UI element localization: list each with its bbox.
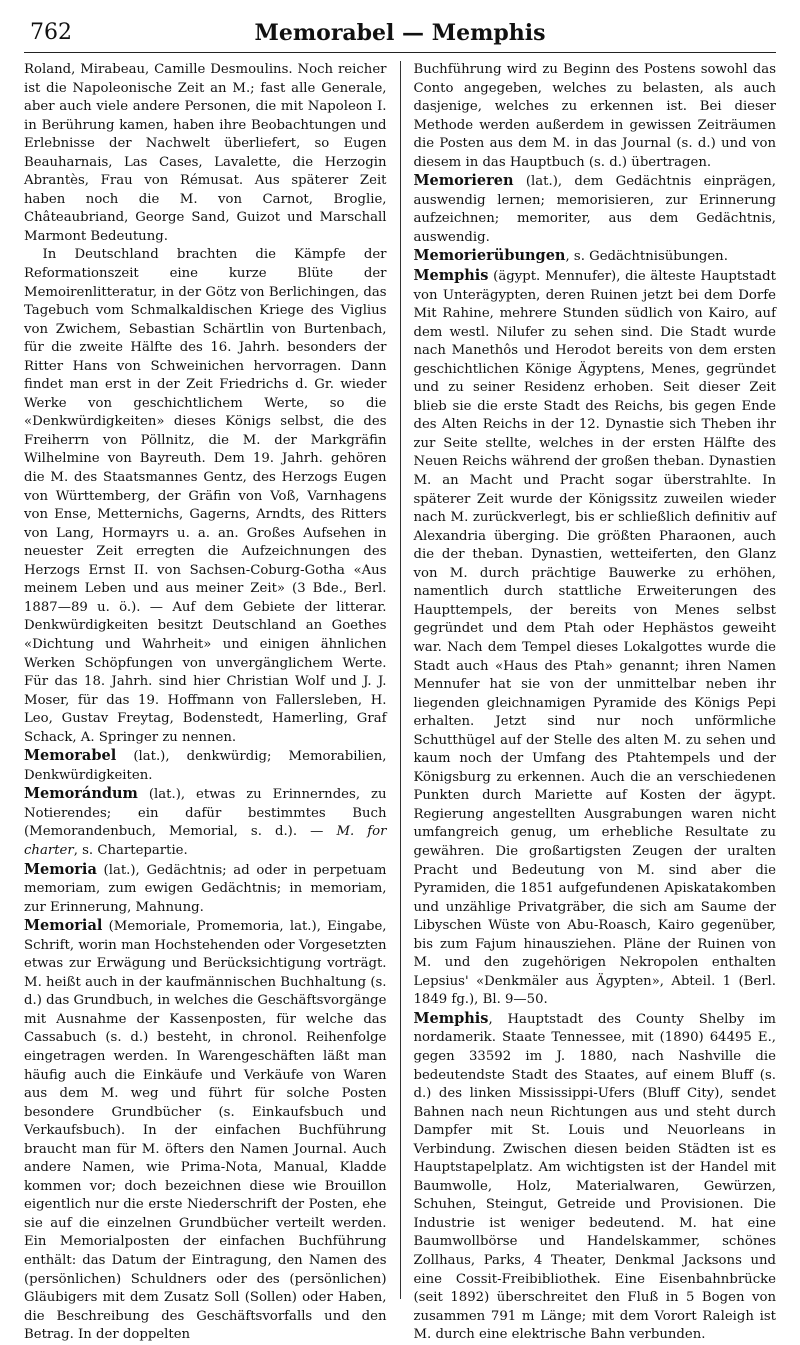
paragraph-germany: In Deutschland brachten die Kämpfe der Reformationszeit eine kurze Blüte der Memoirenlitteratur, in der Götz von Berlichingen, das Tagebuch vom Schmalkaldischen Kriege des Viglius von Zwichem, Sebastian Schärtlin von Burtenbach, für die zweite Hälfte des 16. Jahrh. besonders der Ritter Hans von Schweinichen hervorragen. Dann findet man erst in der Zeit Friedrichs d. Gr. wieder Werke von geschichtlichem Werte, so die «Denkwürdigkeiten» dieses Königs selbst, die des Freiherrn von Pöllnitz, die M. der Markgräfin Wilhelmine von Bayreuth. Dem 19. Jahrh. gehören die M. des Staatsmannes Gentz, des Herzogs Eugen von Württemberg, der Gräfin von Voß, Varnhagens von Ense, Metternichs, Gagerns, Arndts, des Ritters von Lang, Hormayrs u. a. an. Großes Aufsehen in neuester Zeit erregten die Aufzeichnungen des Herzogs Ernst II. von Sachsen-Coburg-Gotha «Aus meinem Leben und aus meiner Zeit» (3 Bde., Berl. 1887—89 u. ö.). — Auf dem Gebiete der litterar. Denkwürdigkeiten besitzt Deutschland an Goethes «Dichtung und Wahrheit» und einigen ähnlichen Werken Schöpfungen von unvergänglichem Werte. Für das 18. Jahrh. sind hier Christian Wolf und J. J. Moser, für das 19. Hoffmann von Fallersleben, H. Leo, Gustav Freytag, Bodenstedt, Hamerling, Graf Schack, A. Springer zu nennen. [24,247,387,745]
entry-memorandum-body: (lat.), etwas zu Erinnerndes, zu Notierendes; ein dafür bestimmtes Buch (Memorandenbuch, Memorial, s. d.). — [24,787,387,840]
headword-memoria: Memoria [24,860,97,878]
entry-memorial [24,917,387,1345]
headword-memorieren: Memorieren [413,172,514,190]
entry-memphis-egypt-body: (ägypt. Mennufer), die älteste Hauptstadt von Unterägypten, deren Ruinen jetzt bei dem Dorfe Mit Rahine, mehrere Stunden südlich von Kairo, auf dem westl. Nilufer zu sehen sind. Die Stadt wurde nach Manethôs und Herodot bereits von dem ersten geschichtlichen Könige Ägyptens, Menes, gegründet und zu seiner Residenz erhoben. Seit dieser Zeit blieb sie die erste Stadt des Reichs, bis gegen Ende des Alten Reichs in der 12. Dynastie sich Theben ihr zur Seite stellte, welches in der ersten Hälfte des Neuen Reichs während der großen theban. Dynastien M. an Macht und Pracht sogar überstrahlte. In späterer Zeit wurde der Königssitz zuweilen wieder nach M. zurückverlegt, bis er schließlich definitiv auf Alexandria überging. Die größten Pharaonen, auch die der theban. Dynastien, wetteiferten, den Glanz von M. durch prächtige Bauwerke zu erhöhen, namentlich durch stattliche Erweiterungen des Haupttempels, der bereits von Menes selbst gegründet und dem Ptah oder Hephästos geweiht war. Nach dem Tempel dieses Lokalgottes wurde die Stadt auch «Haus des Ptah» genannt; ihren Namen Mennufer hat sie von der unmittelbar neben ihr liegenden gleichnamigen Pyramide des Königs Pepi erhalten. Jetzt sind nur noch unförmliche Schutthügel auf der Stelle des alten M. zu sehen und kaum noch der Umfang des Ptahtempels und der Königsburg zu erkennen. Auch die an verschiedenen Punkten durch Mariette auf Kosten der ägypt. Regierung angestellten Ausgrabungen waren nicht umfangreich genug, um erhebliche Resultate zu gewähren. Die großartigsten Zeugen der uralten Pracht und Bedeutung von M. sind aber die Pyramiden, die 1851 aufgefundenen Apiskatakomben und unzählige Privatgräber, die sich am Saume der Libyschen Wüste von Abu-Roasch, Kairo gegenüber, bis zum Fajum hinausziehen. Pläne der Ruinen von M. und den zugehörigen Nekropolen enthalten Lepsius' «Denkmäler aus Ägypten», Abteil. 1 (Berl. 1849 fg.), Bl. 9—50. [413,269,776,1008]
entry-memoria [24,861,387,918]
headword-memorieruebungen: Memorierübungen [413,247,566,265]
entry-memorial-body: (Memoriale, Promemoria, lat.), Eingabe, Schrift, worin man Hochstehenden oder Vorgesetzten etwas zur Erwägung und Berücksichtigung vorträgt. M. heißt auch in der kaufmännischen Buchhaltung (s. d.) das Grundbuch, in welches die Geschäftsvorgänge mit Ausnahme der Kassenposten, für welche das Cassabuch (s. d.) besteht, in chronol. Reihenfolge eingetragen werden. In Warengeschäften läßt man häufig auch die Einkäufe und Verkäufe von Waren aus dem M. weg und führt für solche Posten besondere Grundbücher (s. Einkaufsbuch und Verkaufsbuch). In der einfachen Buchführung braucht man für M. öfters den Namen Journal. Auch andere Namen, wie Prima-Nota, Manual, Kladde kommen vor; doch bezeichnen diese wie Brouillon eigentlich nur die erste Niederschrift der Posten, ehe sie auf die einzelnen Grundbücher verteilt werden. Ein Memorialposten der einfachen Buchführung enthält: das Datum der Eintragung, den Namen des (persönlichen) Schuldners oder des (persönlichen) Gläubigers mit dem Zusatz Soll (Sollen) oder Haben, die Beschreibung des Geschäftsvorfalls und den Betrag. In der doppelten [24,919,387,1343]
entry-memorieren [413,172,776,247]
headword-memphis-tennessee: Memphis [413,1009,489,1027]
page-header [24,14,776,53]
entry-memorabel [24,747,387,785]
headword-memorabel: Memorabel [24,747,117,765]
entry-memorandum-italic: M. for charter [24,824,387,858]
entry-memphis-egypt [413,267,776,1010]
entry-memphis-tennessee-body: , Hauptstadt des County Shelby im nordamerik. Staate Tennessee, mit (1890) 64495 E., gegen 33592 im J. 1880, nach Nashville die bedeutendste Stadt des Staates, auf einem Bluff (s. d.) des linken Mississippi-Ufers (Bluff City), sendet Bahnen nach neun Richtungen aus und steht durch Dampfer mit St. Louis und Neuorleans in Verbindung. Zwischen diesen beiden Städten ist es Hauptstapelplatz. Am wichtigsten ist der Handel mit Baumwolle, Holz, Materialwaren, Gewürzen, Schuhen, Steingut, Getreide und Provisionen. Die Industrie ist weniger bedeutend. M. hat eine Baumwollbörse und Handelskammer, schönes Zollhaus, Parks, 4 Theater, Denkmal Jacksons und eine Cossit-Freibibliothek. Eine Eisenbahnbrücke (seit 1892) überschreitet den Fluß in 5 Bogen von zusammen 791 m Länge; mit dem Vorort Raleigh ist M. durch eine elektrische Bahn verbunden. [413,1011,776,1343]
page-number: 762 [30,20,72,45]
left-column [24,61,387,1345]
entry-memorandum [24,785,387,860]
right-column [413,61,776,1345]
entry-memorabel-body: (lat.), denkwürdig; Memorabilien, Denkwürdigkeiten. [24,749,387,783]
entry-memorieruebungen [413,247,776,267]
paragraph-memorial-continued: Buchführung wird zu Beginn des Postens sowohl das Conto angegeben, welches zu belasten, als auch dasjenige, welches zu erkennen ist. Bei dieser Methode werden außerdem in gewissen Zeiträumen die Posten aus dem M. in das Journal (s. d.) und von diesem in das Hauptbuch (s. d.) übertragen. [413,62,776,170]
entry-memphis-tennessee [413,1010,776,1345]
entry-memorieren-body: (lat.), dem Gedächtnis einprägen, auswendig lernen; memorisieren, zur Erinnerung aufzeichnen; memoriter, aus dem Gedächtnis, auswendig. [413,174,776,245]
two-column-body [24,61,776,1343]
entry-memoria-body: (lat.), Gedächtnis; ad oder in perpetuam memoriam, zum ewigen Gedächtnis; in memoriam, zur Erinnerung, Mahnung. [24,862,387,915]
running-title: Memorabel — Memphis [254,20,546,46]
entry-memorieruebungen-body: , s. Gedächtnisübungen. [565,249,728,265]
entry-memorandum-tail: , s. Chartepartie. [73,842,188,858]
headword-memorial: Memorial [24,917,103,935]
headword-memphis-egypt: Memphis [413,267,489,285]
headword-memorandum: Memorándum [24,785,138,803]
paragraph-napoleonic: Roland, Mirabeau, Camille Desmoulins. Noch reicher ist die Napoleonische Zeit an M.; fast alle Generale, aber auch viele andere Personen, die mit Napoleon I. in Berührung kamen, haben ihre Beobachtungen und Erlebnisse der Nachwelt überliefert, so Eugen Beauharnais, Las Cases, Lavalette, die Herzogin Abrantès, Frau von Rémusat. Aus späterer Zeit haben noch die M. von Carnot, Broglie, Châteaubriand, George Sand, Guizot und Marschall Marmont Bedeutung. [24,62,387,244]
column-divider [400,61,401,1299]
